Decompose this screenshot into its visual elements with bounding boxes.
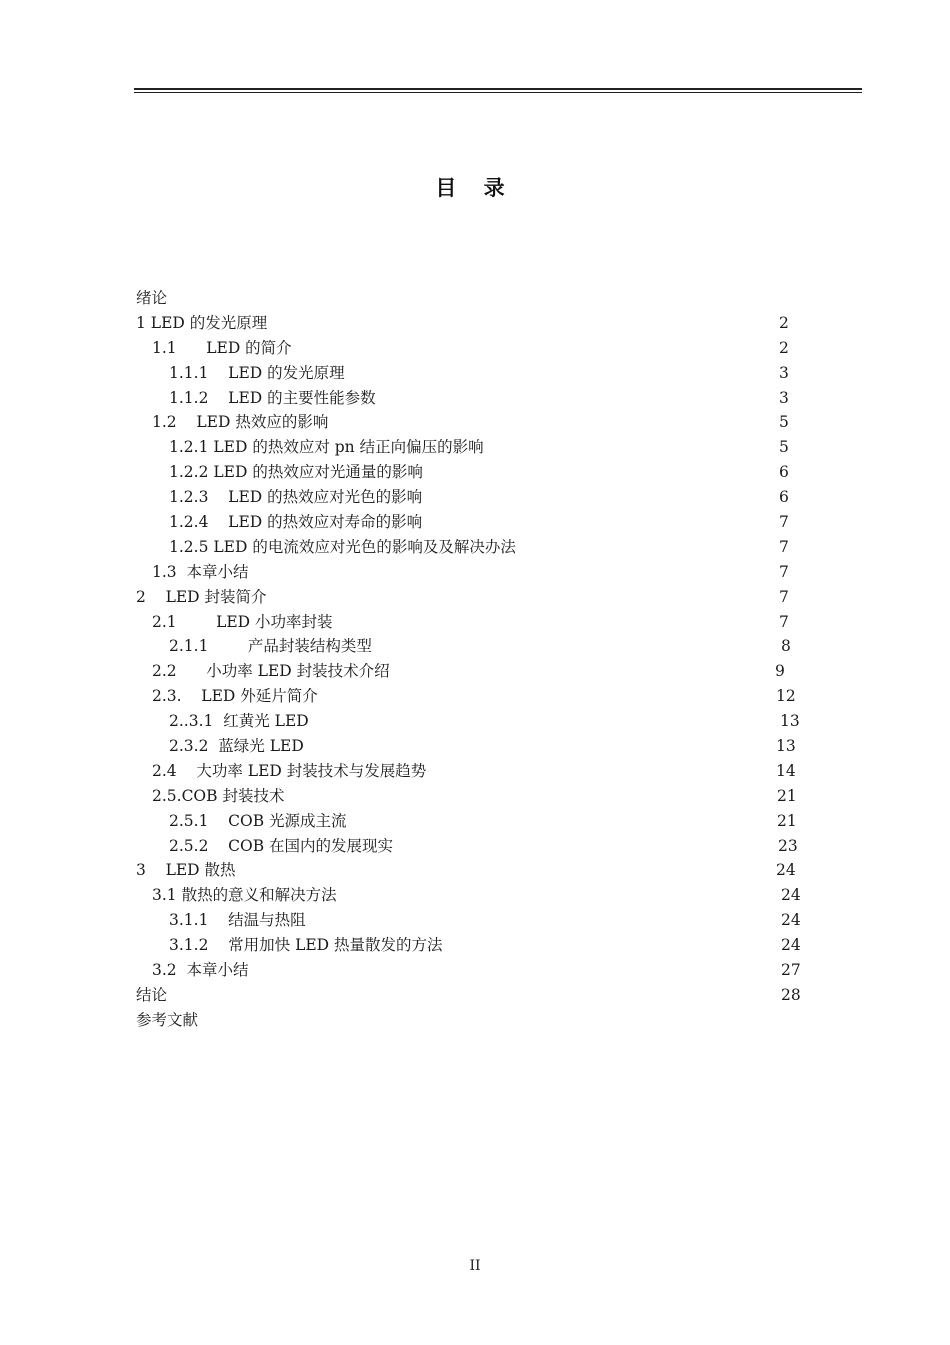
toc-entry[interactable] (0, 485, 950, 510)
toc-entry[interactable] (0, 634, 950, 659)
toc-entry-page: 7 (779, 562, 789, 581)
toc-entry-page: 3 (779, 363, 789, 382)
toc-entry-page: 27 (781, 961, 801, 980)
toc-entry-label: 3.1.1 结温与热阻 (169, 911, 306, 930)
toc-entry-label: 3.1.2 常用加快 LED 热量散发的方法 (169, 936, 443, 955)
toc-entry-page: 3 (779, 388, 789, 407)
toc-entry-page: 2 (779, 313, 789, 332)
toc-entry[interactable] (0, 983, 950, 1008)
toc-entry-label: 1.2 LED 热效应的影响 (152, 413, 329, 432)
header-rule-thick (134, 88, 862, 90)
toc-entry-label: 2.5.COB 封装技术 (152, 786, 285, 805)
toc-entry-page: 7 (779, 513, 789, 532)
toc-entry-label: 结论 (136, 985, 168, 1004)
toc-entry-label: 3.2 本章小结 (152, 961, 249, 980)
toc-entry-page: 5 (779, 413, 789, 432)
toc-entry[interactable] (0, 510, 950, 535)
toc-entry-label: 2.5.2 COB 在国内的发展现实 (169, 836, 394, 855)
toc-entry-page: 24 (781, 886, 801, 905)
toc-entry[interactable] (0, 908, 950, 933)
toc-entry[interactable] (0, 361, 950, 386)
toc-entry[interactable] (0, 535, 950, 560)
toc-entry-page: 2 (779, 338, 789, 357)
toc-entry[interactable] (0, 883, 950, 908)
toc-entry-page: 24 (781, 911, 801, 930)
toc-entry-label: 3 LED 散热 (136, 861, 236, 880)
toc-entry-page: 7 (779, 612, 789, 631)
toc-entry[interactable] (0, 1008, 950, 1033)
toc-entry-page: 24 (776, 861, 796, 880)
toc-entry-label: 1.2.5 LED 的电流效应对光色的影响及及解决办法 (169, 537, 516, 556)
toc-entry-page: 6 (779, 463, 789, 482)
toc-entry-page: 21 (777, 786, 797, 805)
toc-entry[interactable] (0, 435, 950, 460)
toc-entry[interactable] (0, 809, 950, 834)
toc-entry-label: 2..3.1 红黄光 LED (169, 712, 309, 731)
toc-entry-page: 7 (779, 587, 789, 606)
toc-entry-page: 9 (775, 662, 785, 681)
toc-entry-label: 1.2.3 LED 的热效应对光色的影响 (169, 488, 423, 507)
toc-entry-page: 28 (781, 985, 801, 1004)
toc-entry-label: 1 LED 的发光原理 (136, 313, 268, 332)
toc-entry-page: 14 (776, 761, 796, 780)
toc-entry-label: 绪论 (136, 289, 168, 307)
toc-entry[interactable] (0, 834, 950, 859)
toc-entry[interactable] (0, 410, 950, 435)
toc-entry[interactable] (0, 684, 950, 709)
toc-entry[interactable] (0, 858, 950, 883)
toc-entry-label: 2.3. LED 外延片简介 (152, 687, 318, 706)
toc-entry[interactable] (0, 610, 950, 635)
toc-entry-label: 2 LED 封装简介 (136, 587, 267, 606)
page-title: 目 录 (435, 176, 515, 200)
table-of-contents (0, 286, 950, 1033)
toc-entry[interactable] (0, 336, 950, 361)
toc-entry[interactable] (0, 460, 950, 485)
toc-entry[interactable] (0, 709, 950, 734)
toc-entry-label: 参考文献 (136, 1010, 199, 1029)
toc-entry[interactable] (0, 784, 950, 809)
toc-entry-label: 2.1.1 产品封装结构类型 (169, 637, 372, 656)
toc-entry[interactable] (0, 585, 950, 610)
toc-entry[interactable] (0, 311, 950, 336)
toc-entry-page: 7 (779, 537, 789, 556)
toc-entry-page: 13 (776, 737, 796, 756)
toc-entry[interactable] (0, 560, 950, 585)
toc-entry[interactable] (0, 286, 950, 311)
toc-entry-label: 1.2.4 LED 的热效应对寿命的影响 (169, 513, 423, 532)
toc-entry-page: 5 (779, 438, 789, 457)
toc-entry-page: 21 (777, 811, 797, 830)
toc-entry[interactable] (0, 659, 950, 684)
toc-entry[interactable] (0, 933, 950, 958)
toc-entry-page: 24 (781, 936, 801, 955)
toc-entry-label: 1.1.2 LED 的主要性能参数 (169, 388, 376, 407)
toc-entry-label: 1.1 LED 的简介 (152, 338, 292, 357)
toc-entry-label: 2.1 LED 小功率封装 (152, 612, 333, 631)
toc-entry-label: 1.2.1 LED 的热效应对 pn 结正向偏压的影响 (169, 438, 484, 457)
toc-entry-page: 12 (776, 687, 796, 706)
toc-entry-page: 6 (779, 488, 789, 507)
toc-entry-label: 3.1 散热的意义和解决方法 (152, 886, 337, 905)
page-number: II (469, 1258, 481, 1274)
toc-entry[interactable] (0, 958, 950, 983)
toc-entry[interactable] (0, 734, 950, 759)
toc-entry[interactable] (0, 759, 950, 784)
toc-entry-label: 1.1.1 LED 的发光原理 (169, 363, 345, 382)
toc-entry-page: 8 (781, 637, 791, 656)
toc-entry-page: 23 (778, 836, 798, 855)
toc-entry[interactable] (0, 386, 950, 411)
toc-entry-label: 2.5.1 COB 光源成主流 (169, 811, 347, 830)
header-rule-thin (134, 92, 862, 93)
toc-entry-label: 2.2 小功率 LED 封装技术介绍 (152, 662, 390, 681)
toc-entry-label: 2.4 大功率 LED 封装技术与发展趋势 (152, 761, 427, 780)
toc-entry-page: 13 (780, 712, 800, 731)
toc-entry-label: 1.3 本章小结 (152, 562, 249, 581)
toc-entry-label: 2.3.2 蓝绿光 LED (169, 737, 304, 756)
toc-entry-label: 1.2.2 LED 的热效应对光通量的影响 (169, 463, 423, 482)
